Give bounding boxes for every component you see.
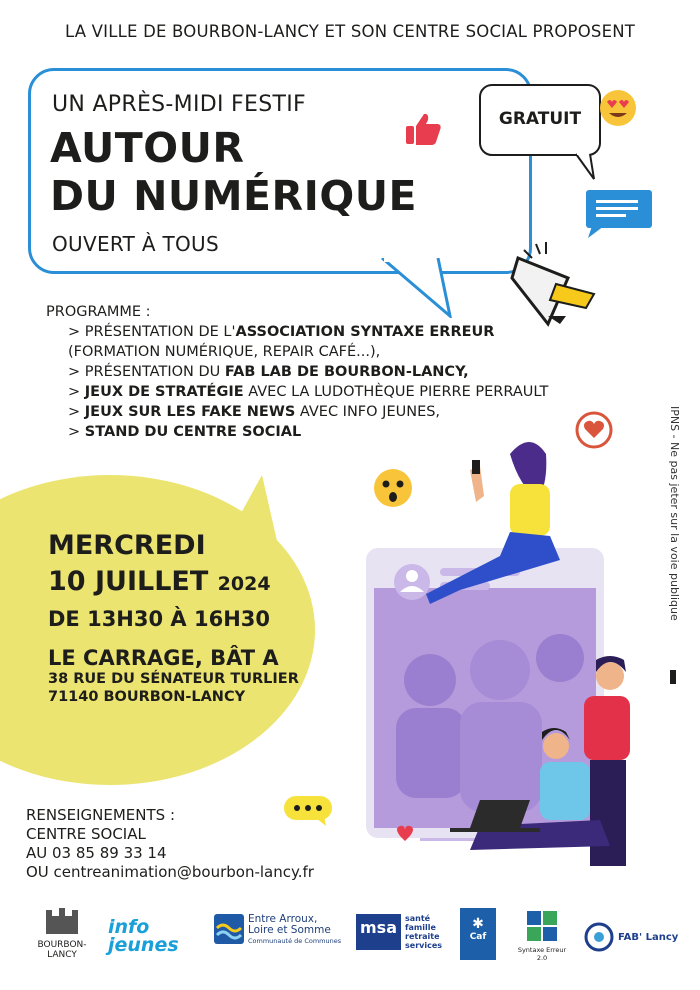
programme-item: (FORMATION NUMÉRIQUE, REPAIR CAFÉ...), (68, 344, 381, 360)
social-media-illustration (360, 440, 680, 880)
event-year: 2024 (217, 573, 271, 595)
programme-item: > PRÉSENTATION DE L'ASSOCIATION SYNTAXE ERREUR (68, 324, 495, 340)
event-venue: LE CARRAGE, BÂT A (48, 646, 279, 670)
syntaxe-erreur-logo: Syntaxe Erreur 2.0 (516, 910, 568, 962)
programme-item: > PRÉSENTATION DU FAB LAB DE BOURBON-LANCY, (68, 364, 469, 380)
contact-label: RENSEIGNEMENTS : (26, 806, 176, 824)
grid-icon (526, 910, 558, 942)
contact-phone: AU 03 85 89 33 14 (26, 844, 167, 862)
contact-info (26, 806, 314, 882)
event-title-line2: DU NUMÉRIQUE (50, 172, 417, 220)
programme-item: > JEUX DE STRATÉGIE AVEC LA LUDOTHÈQUE PIERRE PERRAULT (68, 384, 549, 400)
megaphone-icon (508, 238, 600, 328)
contact-line1: CENTRE SOCIAL (26, 825, 146, 843)
bubble-tail (380, 258, 460, 318)
event-subtitle: UN APRÈS-MIDI FESTIF (52, 92, 306, 117)
event-time: DE 13H30 À 16H30 (48, 607, 271, 631)
free-badge: GRATUIT (498, 109, 582, 129)
event-address-line1: 38 RUE DU SÉNATEUR TURLIER (48, 671, 299, 687)
programme-label: PROGRAMME : (46, 304, 151, 320)
bourbon-lancy-logo: BOURBON-LANCY (34, 906, 90, 960)
event-day: MERCREDI (48, 530, 206, 561)
chat-message-icon (584, 188, 656, 240)
contact-email: OU centreanimation@bourbon-lancy.fr (26, 863, 314, 881)
programme-list (68, 322, 548, 442)
waves-icon (214, 914, 244, 944)
typing-bubble-icon (282, 794, 336, 828)
caf-logo: ✱ Caf (460, 908, 496, 960)
msa-logo: msa santé famille retraite services (356, 914, 442, 950)
ipns-notice: IPNS - Ne pas jeter sur la voie publique (668, 406, 681, 621)
castle-icon (42, 906, 82, 936)
heart-eyes-emoji-icon (598, 88, 638, 128)
fablab-icon (584, 922, 614, 952)
fab-lancy-logo: FAB' Lancy (584, 922, 678, 952)
free-badge-bubble (478, 83, 602, 183)
entre-arroux-logo: Entre Arroux, Loire et Somme Communauté de Communes (214, 914, 344, 947)
organizer-line: LA VILLE DE BOURBON-LANCY ET SON CENTRE SOCIAL PROPOSENT (64, 22, 636, 41)
event-address-line2: 71140 BOURBON-LANCY (48, 689, 246, 705)
event-date: 10 JUILLET 2024 (48, 566, 271, 597)
programme-item: > JEUX SUR LES FAKE NEWS AVEC INFO JEUNES, (68, 404, 441, 420)
open-to-all: OUVERT À TOUS (52, 232, 219, 256)
programme-item: > STAND DU CENTRE SOCIAL (68, 424, 302, 440)
thumbs-up-icon (404, 112, 444, 148)
event-title-line1: AUTOUR (50, 124, 245, 172)
info-jeunes-logo: info jeunes (108, 916, 179, 956)
